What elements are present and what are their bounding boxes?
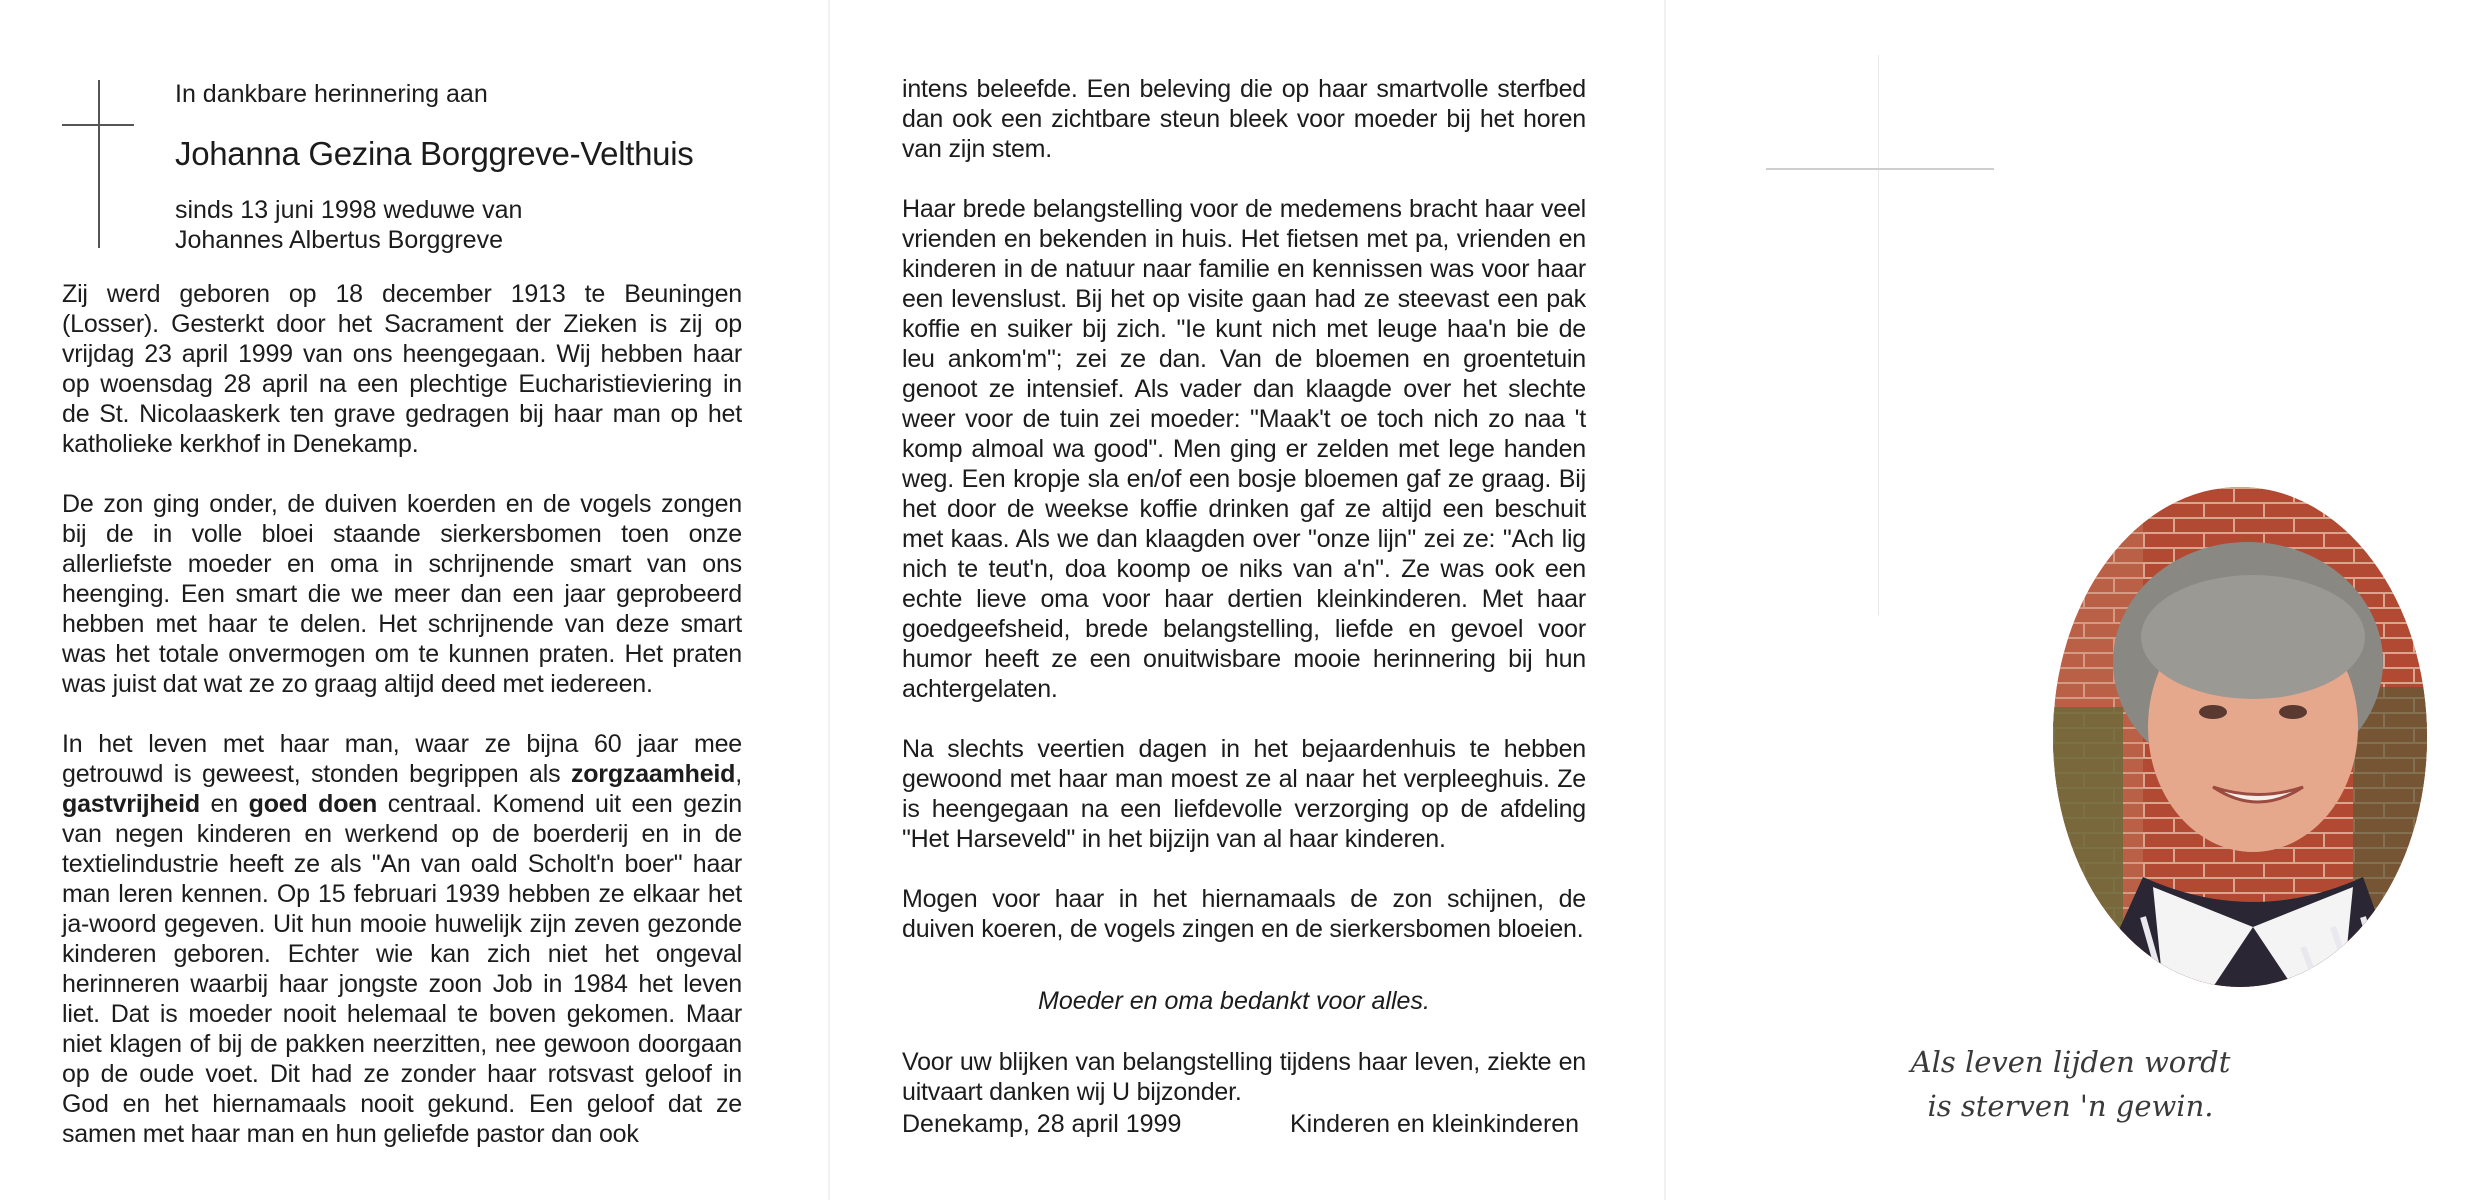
paragraph-wish: Mogen voor haar in het hiernamaals de zon schijnen, de duiven koeren, de vogels zingen en de sierkersbomen bloeien. [902,885,1586,943]
widow-block [175,195,522,255]
paragraph-birth: Zij werd geboren op 18 december 1913 te Beuningen (Losser). Gesterkt door het Sacrament der Zieken is zij op vrijdag 23 april 1999 van ons heengegaan. Wij hebben haar op woensdag 28 april na een plechtige Eucharistieviering in de St. Nicolaaskerk ten grave gedragen bij haar man op het katholieke kerkhof in Denekamp. [62,280,742,458]
paragraph-life-b: centraal. Komend uit een gezin van negen kinderen en werkend op de boerderij en in de textielindustrie heeft ze als "An van oald Scholt'n boer" haar man leren kennen. Op 15 februari 1939 hebben ze elkaar het ja-woord gegeven. Uit hun mooie huwelijk zijn zeven gezonde kinderen geboren. Echter wie kan zich niet het ongeval herinneren waarbij haar jongste zoon Job in 1984 het leven liet. Dat is moeder nooit helemaal te boven gekomen. Maar niet klagen of bij de pakken neerzitten, nee gewoon doorgaan op de oude voet. Dit had ze zonder haar rotsvast geloof in God en het hiernamaals nooit gekund. Een geloof dat ze samen met haar man en hun geliefde pastor dan ook [62,790,742,1148]
portrait-photo [2053,487,2427,987]
portrait-illustration [2053,487,2427,987]
cross-icon-horizontal [1766,168,1994,170]
widow-line: sinds 13 juni 1998 weduwe van [175,196,523,224]
signature: Kinderen en kleinkinderen [1290,1110,1580,1138]
epitaph-quote [1656,1040,2485,1128]
paragraph-verpleeghuis: Na slechts veertien dagen in het bejaardenhuis te hebben gewoond met haar man moest ze al naar het verpleeghuis. Ze is heengegaan na een liefdevolle verzorging op de afdeling "Het Harseveld" in het bijzijn van al haar kinderen. [902,735,1586,853]
bold-gastvrijheid: gastvrijheid [62,790,200,818]
closing-text: Voor uw blijken van belangstelling tijdens haar leven, ziekte en uitvaart danken wij U bijzonder. [902,1048,1586,1106]
thanks-line: Moeder en oma bedankt voor alles. [1038,987,1430,1015]
cross-icon-vertical [98,80,100,248]
comma: , [735,760,742,788]
paragraph-life [62,729,742,1149]
husband-name: Johannes Albertus Borggreve [175,226,503,254]
middle-body [902,74,1586,954]
bold-goed-doen: goed doen [248,790,378,818]
intro-line: In dankbare herinnering aan [175,80,488,108]
paragraph-life-a: In het leven met haar man, waar ze bijna 60 jaar mee getrouwd is geweest, stonden begrippen als [62,730,742,788]
place-date: Denekamp, 28 april 1999 [902,1110,1182,1138]
conjunction: en [199,790,249,818]
left-panel [0,0,828,1200]
bold-zorgzaamheid: zorgzaamheid [570,760,736,788]
paragraph-beleving: intens beleefde. Een beleving die op haar smartvolle sterfbed dan ook een zichtbare steun bleek voor moeder bij het horen van zijn stem. [902,75,1586,163]
left-body [62,279,742,1179]
quote-line-1: Als leven lijden wordt [1910,1045,2231,1079]
deceased-name: Johanna Gezina Borggreve-Velthuis [175,135,694,172]
middle-panel [828,0,1656,1200]
paragraph-sunset: De zon ging onder, de duiven koerden en de vogels zongen bij de in volle bloei staande sierkersbomen toen onze allerliefste moeder en oma in schrijnende smart van ons heenging. Een smart die we meer dan een jaar geprobeerd hebben met haar te delen. Het schrijnende van deze smart was het totale onvermogen om te kunnen praten. Het praten was juist dat wat ze zo graag altijd deed met iedereen. [62,490,742,698]
quote-line-2: is sterven 'n gewin. [1927,1089,2214,1123]
cross-icon-vertical [1878,55,1879,615]
cross-icon-horizontal [62,124,134,126]
paragraph-belangstelling: Haar brede belangstelling voor de medemens bracht haar veel vrienden en bekenden in huis. Het fietsen met pa, vrienden en kinderen in de natuur naar familie en kennissen was voor haar een levenslust. Bij het op visite gaan had ze steevast een pak koffie en suiker bij zich. "Ie kunt nich met leuge haa'n bie de leu ankom'm"; zei ze dan. Van de bloemen en groentetuin genoot ze intensief. Als vader dan klaagde over het slechte weer voor de tuin zei moeder: "Maak't oe toch nich zo naa 't komp almoal wa good". Men ging er zelden met lege handen weg. Een kropje sla en/of een bosje bloemen gaf ze graag. Bij het door de weekse koffie drinken gaf ze altijd een beschuit met kaas. Als we dan klaagden over "onze lijn" zei ze: "Ach lig nich te teut'n, doa koomp oe niks van a'n". Ze was ook een echte lieve oma voor haar dertien kleinkinderen. Met haar goedgeefsheid, brede belangstelling, liefde en gevoel voor humor heeft ze een onuitwisbare mooie herinnering bij hun achtergelaten. [902,195,1586,703]
